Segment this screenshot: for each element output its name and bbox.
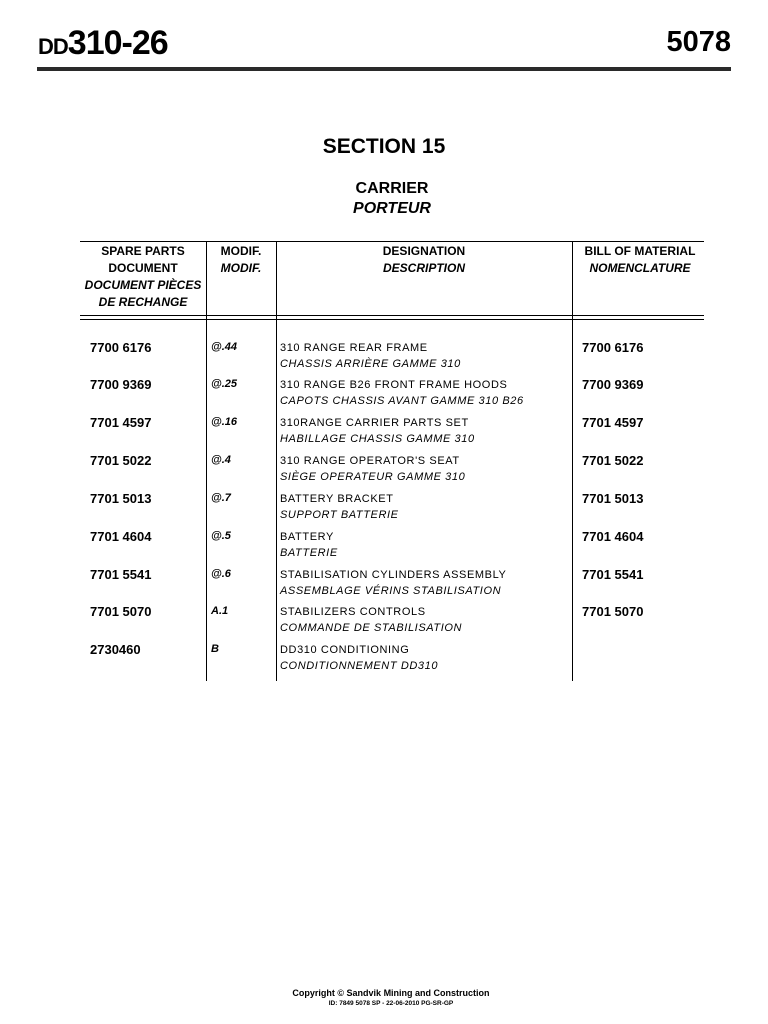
table-row (80, 491, 704, 529)
designation: BATTERY BRACKET SUPPORT BATTERIE (280, 493, 399, 521)
table-header-rule (80, 315, 704, 316)
designation: 310 RANGE REAR FRAME CHASSIS ARRIÈRE GAMME 310 (280, 342, 461, 370)
modif-code: B (211, 643, 219, 655)
model-prefix: DD (38, 34, 68, 59)
column-header-document: SPARE PARTS DOCUMENT DOCUMENT PIÈCES DE RECHANGE (84, 244, 202, 309)
bom-number: 7700 9369 (582, 377, 644, 392)
designation: BATTERY BATTERIE (280, 531, 338, 559)
designation: STABILISATION CYLINDERS ASSEMBLY ASSEMBLAGE VÉRINS STABILISATION (280, 569, 507, 597)
table-row (80, 415, 704, 453)
bom-number: 7700 6176 (582, 340, 644, 355)
column-header-modif: MODIF. MODIF. (220, 244, 262, 275)
modif-code: A.1 (211, 605, 229, 617)
page-number: 5078 (666, 26, 731, 58)
doc-number: 7701 5070 (90, 604, 152, 619)
doc-number: 7701 4604 (90, 529, 152, 544)
section-title: SECTION 15 (322, 135, 446, 158)
designation: 310 RANGE OPERATOR'S SEAT SIÈGE OPERATEUR GAMME 310 (280, 455, 466, 483)
bom-number: 7701 4597 (582, 415, 644, 430)
designation: 310RANGE CARRIER PARTS SET HABILLAGE CHASSIS GAMME 310 (280, 417, 475, 445)
modif-code: @.7 (211, 492, 231, 504)
table-row (80, 377, 704, 415)
section-name-fr: PORTEUR (353, 200, 431, 217)
table-header-rule-second (80, 319, 704, 320)
section-name-en: CARRIER (355, 180, 429, 197)
bom-number: 7701 4604 (582, 529, 644, 544)
doc-number: 7701 5022 (90, 453, 152, 468)
bom-number: 7701 5541 (582, 567, 644, 582)
table-row (80, 604, 704, 642)
table-row (80, 567, 704, 605)
designation: STABILIZERS CONTROLS COMMANDE DE STABILISATION (280, 606, 463, 634)
column-header-designation: DESIGNATION DESCRIPTION (382, 244, 466, 275)
table-row (80, 529, 704, 567)
modif-code: @.16 (211, 416, 238, 428)
header-rule (37, 67, 731, 71)
bom-number: 7701 5022 (582, 453, 644, 468)
modif-code: @.4 (211, 454, 231, 466)
model-title (38, 24, 168, 63)
table-row (80, 642, 704, 680)
doc-number: 7701 5541 (90, 567, 152, 582)
modif-code: @.25 (211, 378, 238, 390)
table-row (80, 453, 704, 491)
table-top-rule (80, 241, 704, 242)
designation: 310 RANGE B26 FRONT FRAME HOODS CAPOTS CHASSIS AVANT GAMME 310 B26 (280, 379, 524, 407)
bom-number: 7701 5070 (582, 604, 644, 619)
table-row (80, 340, 704, 378)
column-header-bom: BILL OF MATERIAL NOMENCLATURE (584, 244, 696, 275)
doc-number: 2730460 (90, 642, 141, 657)
bom-number: 7701 5013 (582, 491, 644, 506)
designation: DD310 CONDITIONING CONDITIONNEMENT DD310 (280, 644, 439, 672)
modif-code: @.6 (211, 568, 231, 580)
doc-number: 7700 6176 (90, 340, 152, 355)
doc-number: 7700 9369 (90, 377, 152, 392)
doc-number: 7701 5013 (90, 491, 152, 506)
modif-code: @.44 (211, 341, 238, 353)
doc-number: 7701 4597 (90, 415, 152, 430)
document-id: ID: 7849 5078 SP - 22-06-2010 PG-SR-GP (328, 1000, 454, 1007)
copyright-notice: Copyright © Sandvik Mining and Construction (292, 988, 490, 998)
parts-table (80, 241, 704, 681)
modif-code: @.5 (211, 530, 231, 542)
model-number: 310-26 (67, 24, 168, 62)
